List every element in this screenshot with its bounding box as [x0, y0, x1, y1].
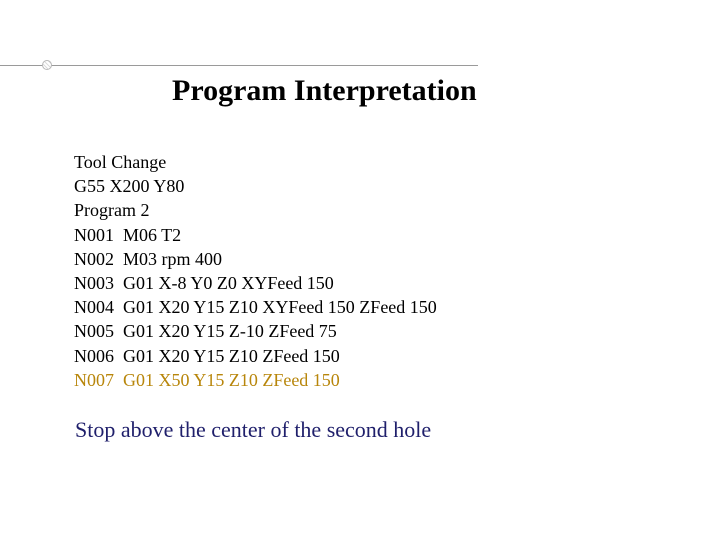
program-line-n003: N003 G01 X-8 Y0 Z0 XYFeed 150 [74, 272, 334, 293]
program-line-n005: N005 G01 X20 Y15 Z-10 ZFeed 75 [74, 321, 337, 342]
rule-marker-icon [42, 60, 52, 70]
program-line-program-number: Program 2 [74, 200, 150, 221]
program-line-n001: N001 M06 T2 [74, 224, 182, 245]
header-rule [0, 65, 478, 66]
program-line-work-offset: G55 X200 Y80 [74, 176, 185, 197]
program-listing [74, 150, 437, 392]
program-line-tool-change: Tool Change [74, 152, 167, 172]
program-line-n004: N004 G01 X20 Y15 Z10 XYFeed 150 ZFeed 150 [74, 297, 437, 318]
program-line-n002: N002 M03 rpm 400 [74, 248, 222, 269]
explanation-note: Stop above the center of the second hole [75, 417, 432, 442]
program-line-n006: N006 G01 X20 Y15 Z10 ZFeed 150 [74, 345, 340, 366]
slide-title: Program Interpretation [172, 74, 477, 107]
program-line-n007-highlighted: N007 G01 X50 Y15 Z10 ZFeed 150 [74, 369, 340, 390]
